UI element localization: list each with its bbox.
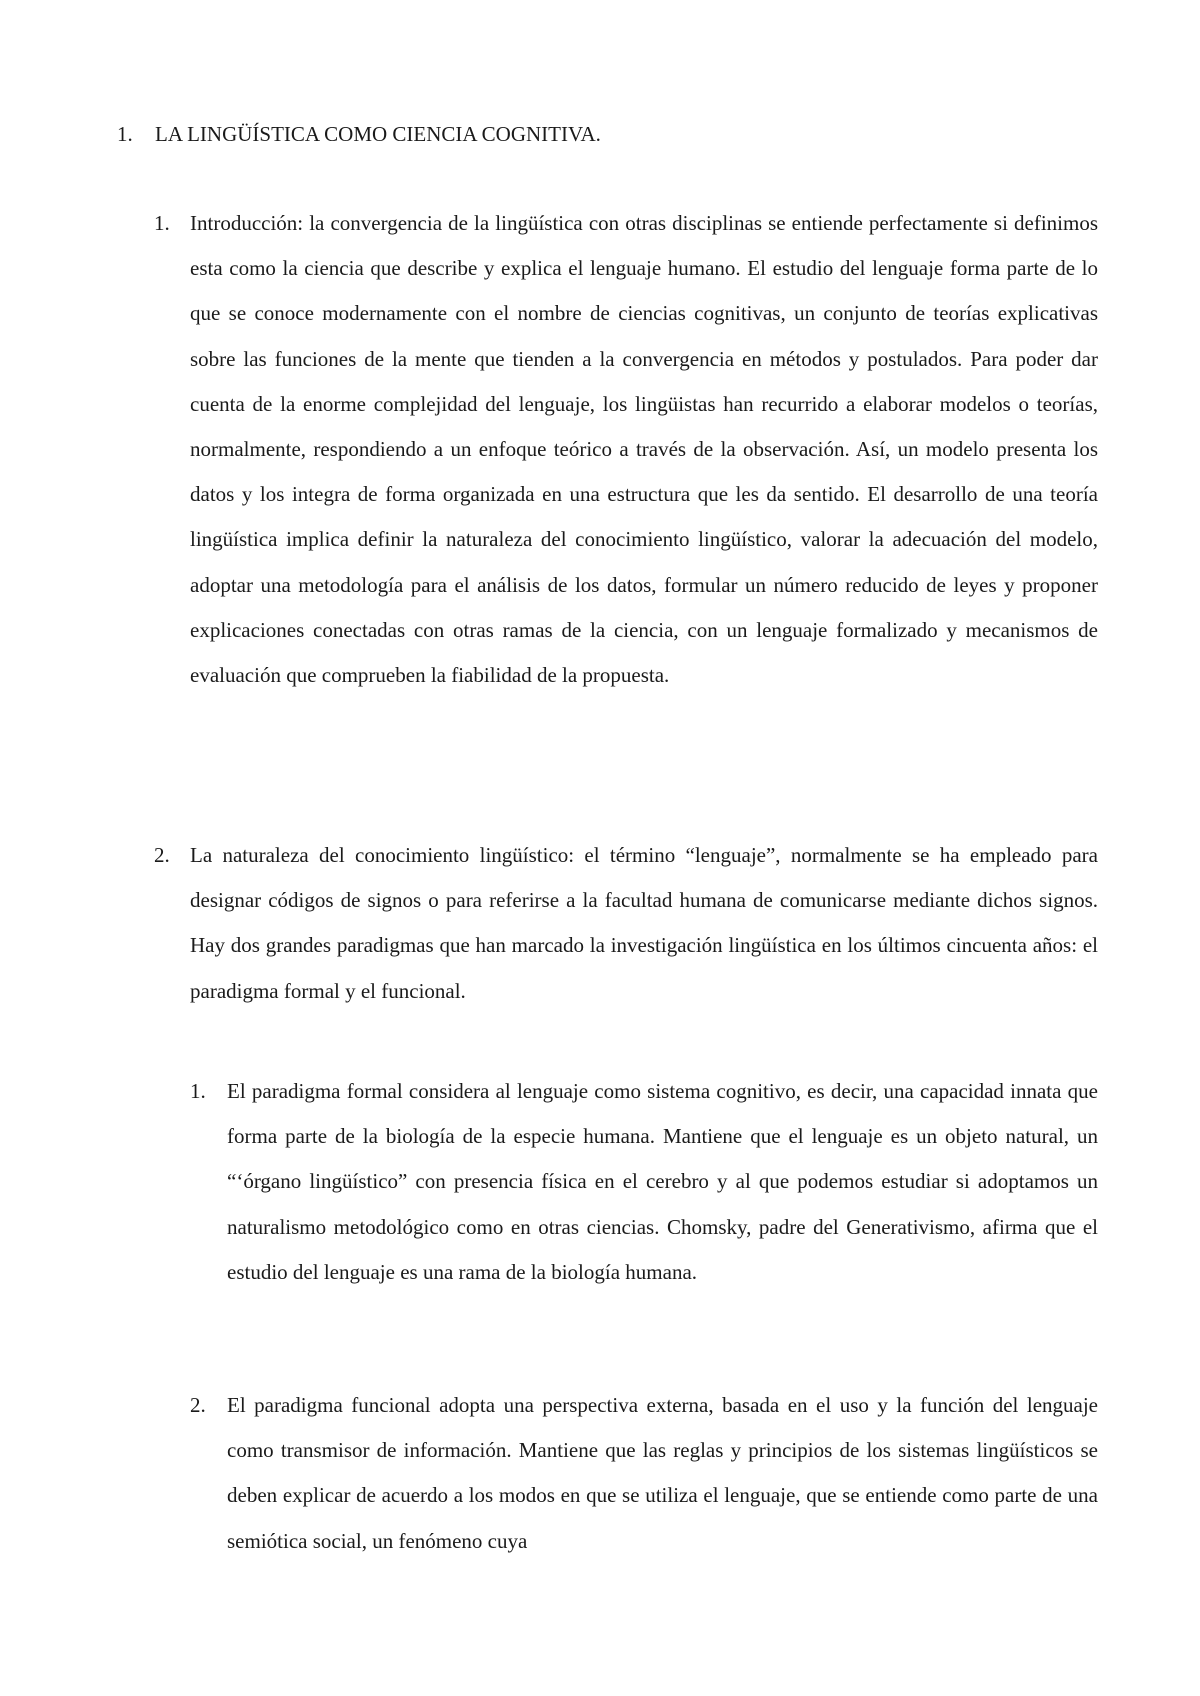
section-paragraph: Introducción: la convergencia de la lingüística con otras disciplinas se entiende perfectamente si definimos esta como la ciencia que describe y explica el lenguaje humano. El estudio del lenguaje forma parte de lo que se conoce modernamente con el nombre de ciencias cognitivas, un conjunto de teorías explicativas sobre las funciones de la mente que tienden a la convergencia en métodos y postulados. Para poder dar cuenta de la enorme complejidad del lenguaje, los lingüistas han recurrido a elaborar modelos o teorías, normalmente, respondiendo a un enfoque teórico a través de la observación. Así, un modelo presenta los datos y los integra de forma organizada en una estructura que les da sentido. El desarrollo de una teoría lingüística implica definir la naturaleza del conocimiento lingüístico, valorar la adecuación del modelo, adoptar una metodología para el análisis de los datos, formular un número reducido de leyes y proponer explicaciones conectadas con otras ramas de la ciencia, con un lenguaje formalizado y mecanismos de evaluación que comprueben la fiabilidad de la propuesta. <box>190 211 1098 688</box>
section-number: 1. <box>154 211 170 235</box>
subsection-paragraph: El paradigma funcional adopta una perspectiva externa, basada en el uso y la función del lenguaje como transmisor de información. Mantiene que las reglas y principios de los sistemas lingüísticos se deben explicar de acuerdo a los modos en que se utiliza el lenguaje, que se entiende como parte de una semiótica social, un fenómeno cuya <box>227 1393 1098 1553</box>
chapter-number: 1. <box>117 122 133 146</box>
subsection-paradigma-formal <box>190 1069 1098 1295</box>
section-naturaleza <box>154 833 1098 1014</box>
section-paragraph: La naturaleza del conocimiento lingüístico: el término “lenguaje”, normalmente se ha empleado para designar códigos de signos o para referirse a la facultad humana de comunicarse mediante dichos signos. Hay dos grandes paradigmas que han marcado la investigación lingüística en los últimos cincuenta años: el paradigma formal y el funcional. <box>190 843 1098 1003</box>
subsection-paradigma-funcional <box>190 1383 1098 1564</box>
subsection-number: 1. <box>190 1079 206 1103</box>
chapter-heading <box>117 120 601 148</box>
section-introduccion <box>154 201 1098 698</box>
subsection-number: 2. <box>190 1393 206 1417</box>
subsection-paragraph: El paradigma formal considera al lenguaje como sistema cognitivo, es decir, una capacidad innata que forma parte de la biología de la especie humana. Mantiene que el lenguaje es un objeto natural, un “‘órgano lingüístico” con presencia física en el cerebro y al que podemos estudiar si adoptamos un naturalismo metodológico como en otras ciencias. Chomsky, padre del Generativismo, afirma que el estudio del lenguaje es una rama de la biología humana. <box>227 1079 1098 1284</box>
section-number: 2. <box>154 843 170 867</box>
chapter-title: LA LINGÜÍSTICA COMO CIENCIA COGNITIVA. <box>155 122 601 146</box>
